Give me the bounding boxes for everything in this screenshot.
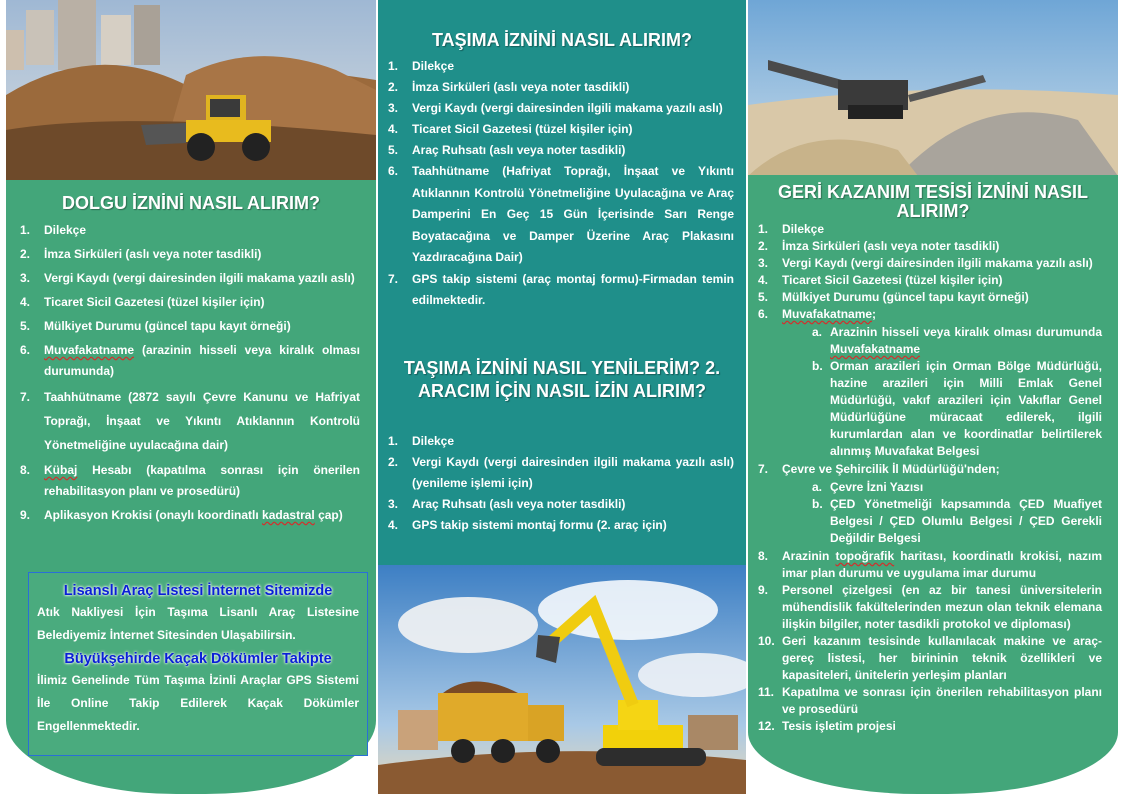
crusher-plant-photo xyxy=(748,0,1118,176)
list-item: b. Orman arazileri için Orman Bölge Müdürlüğü, hazine arazileri için Milli Emlak Genel Müdürlüğü, vakıf arazileri için Vakıflar Genel Müdürlüğüne müracaat edilerek, ilgili kurumlardan alan ve koordinatlar belirtilerek alınmış Muvafakat Belgesi xyxy=(812,359,1102,458)
list-item: a. Çevre İzni Yazısı xyxy=(812,480,924,494)
list-item: 2. İmza Sirküleri (aslı veya noter tasdikli) xyxy=(758,239,1000,253)
right-sublist-7 xyxy=(804,479,1102,547)
middle-title-renewal: TAŞIMA İZNİNİ NASIL YENİLERİM? 2. ARACIM İÇİN NASIL İZİN ALIRIM? xyxy=(403,358,721,401)
list-item: 6. Muvafakatname (arazinin hisseli veya kiralık olması durumunda) xyxy=(20,343,360,378)
list-item: 8. Arazinin topoğrafik haritası, koordinatlı krokisi, nazım imar plan durumu ve uygulama imar durumu xyxy=(758,549,1103,580)
right-sublist-6 xyxy=(804,324,1102,460)
list-item: 5. Mülkiyet Durumu (güncel tapu kayıt örneği) xyxy=(758,290,1029,304)
middle-transport-list xyxy=(384,56,734,311)
list-item: 7. Taahhütname (2872 sayılı Çevre Kanunu ve Hafriyat Toprağı, İnşaat ve Yıkıntı Atıklannın Kontrolü Yönetmeliğine uyulacağına dair) xyxy=(20,390,360,452)
list-item: 8. Kübaj Hesabı (kapatılma sonrası için önerilen rehabilitasyon planı ve prosedürü) xyxy=(20,463,360,498)
wheel-loader-photo xyxy=(6,0,376,180)
list-item: 9. Personel çizelgesi (en az bir tanesi üniversitelerin mühendislik fakültelerinden mezun olan teknik elemana ilişkin bilgiler, noter tasdikli protokol ve diploması) xyxy=(758,583,1102,631)
list-item: 1. Dilekçe xyxy=(758,222,825,236)
middle-title-transport-permit: TAŞIMA İZNİNİ NASIL ALIRIM? xyxy=(432,30,692,50)
list-item: 9. Aplikasyon Krokisi (onaylı koordinatlı kadastral çap) xyxy=(20,508,343,522)
info-text-licensed-list: Atık Nakliyesi İçin Taşıma Lisanlı Araç Listesine Belediyemiz İnternet Sitesinden Ulaşabilirsin. xyxy=(37,605,359,642)
left-panel xyxy=(6,0,376,794)
list-item: 7. GPS takip sistemi (araç montaj formu)-Firmadan temin edilmektedir. xyxy=(388,271,734,307)
info-text-illegal-dumping: İlimiz Genelinde Tüm Taşıma İzinli Araçlar GPS Sistemi İle Online Takip Edilerek Kaçak Dökümler Engellenmektedir. xyxy=(37,673,359,733)
list-item: 3. Vergi Kaydı (vergi dairesinden ilgili makama yazılı aslı) xyxy=(388,101,723,115)
right-title: GERİ KAZANIM TESİSİ İZNİNİ NASIL ALIRIM? xyxy=(777,182,1088,221)
left-requirements-list xyxy=(16,220,360,526)
excavator-truck-photo xyxy=(378,565,746,794)
list-item: 4. Ticaret Sicil Gazetesi (tüzel kişiler için) xyxy=(388,122,633,136)
list-item: 4. GPS takip sistemi montaj formu (2. araç için) xyxy=(388,518,667,532)
list-item: 2. Vergi Kaydı (vergi dairesinden ilgili makama yazılı aslı) (yenileme işlemi için) xyxy=(388,455,734,490)
info-heading-illegal-dumping: Büyükşehirde Kaçak Dökümler Takipte xyxy=(64,651,332,667)
list-item: 7. Çevre ve Şehircilik İl Müdürlüğü'nden; a. Çevre İzni Yazısı b. ÇED Yönetmeliği kapsamında ÇED Muafiyet Belgesi / ÇED Olumlu Belgesi / ÇED Gerekli Değildir Belgesi xyxy=(758,462,1102,545)
list-item: 11. Kapatılma ve sonrası için önerilen rehabilitasyon planı ve prosedürü xyxy=(758,685,1102,716)
right-panel xyxy=(748,0,1118,794)
list-item: 1. Dilekçe xyxy=(388,434,455,448)
list-item: 2. İmza Sirküleri (aslı veya noter tasdikli) xyxy=(388,80,630,94)
list-item: 12. Tesis işletim projesi xyxy=(758,719,896,733)
list-item: 2. İmza Sirküleri (aslı veya noter tasdikli) xyxy=(20,247,262,261)
right-requirements-list xyxy=(754,221,1102,735)
list-item: 3. Vergi Kaydı (vergi dairesinden ilgili makama yazılı aslı) xyxy=(20,271,355,285)
list-item: 5. Mülkiyet Durumu (güncel tapu kayıt örneği) xyxy=(20,319,291,333)
list-item: 1. Dilekçe xyxy=(20,223,87,237)
middle-panel xyxy=(378,0,746,794)
middle-renewal-list xyxy=(384,431,734,536)
list-item: 6. Muvafakatname; a. Arazinin hisseli veya kiralık olması durumunda Muvafakatname b. Orman arazileri için Orman Bölge Müdürlüğü, hazine arazileri için Milli Emlak Genel Müdürlüğü, vakıf arazileri için Vakıflar Genel Müdürlüğüne müracaat edilerek, ilgili kurumlardan alan ve koordinatlar belirtilerek alınmış Muvafakat Belgesi xyxy=(758,307,1102,458)
list-item: b. ÇED Yönetmeliği kapsamında ÇED Muafiyet Belgesi / ÇED Olumlu Belgesi / ÇED Gerekli Değildir Belgesi xyxy=(812,497,1102,545)
list-item: 3. Araç Ruhsatı (aslı veya noter tasdikli) xyxy=(388,497,626,511)
list-item: 1. Dilekçe xyxy=(388,59,455,73)
list-item: 10. Geri kazanım tesisinde kullanılacak makine ve araç-gereç listesi, her birininin teknik özellikleri ve kapasiteleri, ünitelerin yerleşim planları xyxy=(758,634,1102,682)
list-item: 6. Taahhütname (Hafriyat Toprağı, İnşaat ve Yıkıntı Atıklannın Kontrolü Yönetmeliğine Uyulacağına ve Araç Damperini En Geç 15 Gün İçerisinde Sarı Renge Boyatacağına ve Damper Üzerine Araç Plakasını Yazdıracağına Dair) xyxy=(388,164,734,264)
info-box xyxy=(28,572,368,756)
list-item: 4. Ticaret Sicil Gazetesi (tüzel kişiler için) xyxy=(758,273,1003,287)
list-item: 3. Vergi Kaydı (vergi dairesinden ilgili makama yazılı aslı) xyxy=(758,256,1093,270)
info-heading-licensed-list: Lisanslı Araç Listesi İnternet Sitemizde xyxy=(63,583,333,599)
left-title: DOLGU İZNİNİ NASIL ALIRIM? xyxy=(62,193,320,213)
list-item: 4. Ticaret Sicil Gazetesi (tüzel kişiler için) xyxy=(20,295,265,309)
list-item: 5. Araç Ruhsatı (aslı veya noter tasdikli) xyxy=(388,143,626,157)
list-item: a. Arazinin hisseli veya kiralık olması durumunda Muvafakatname xyxy=(812,325,1102,356)
